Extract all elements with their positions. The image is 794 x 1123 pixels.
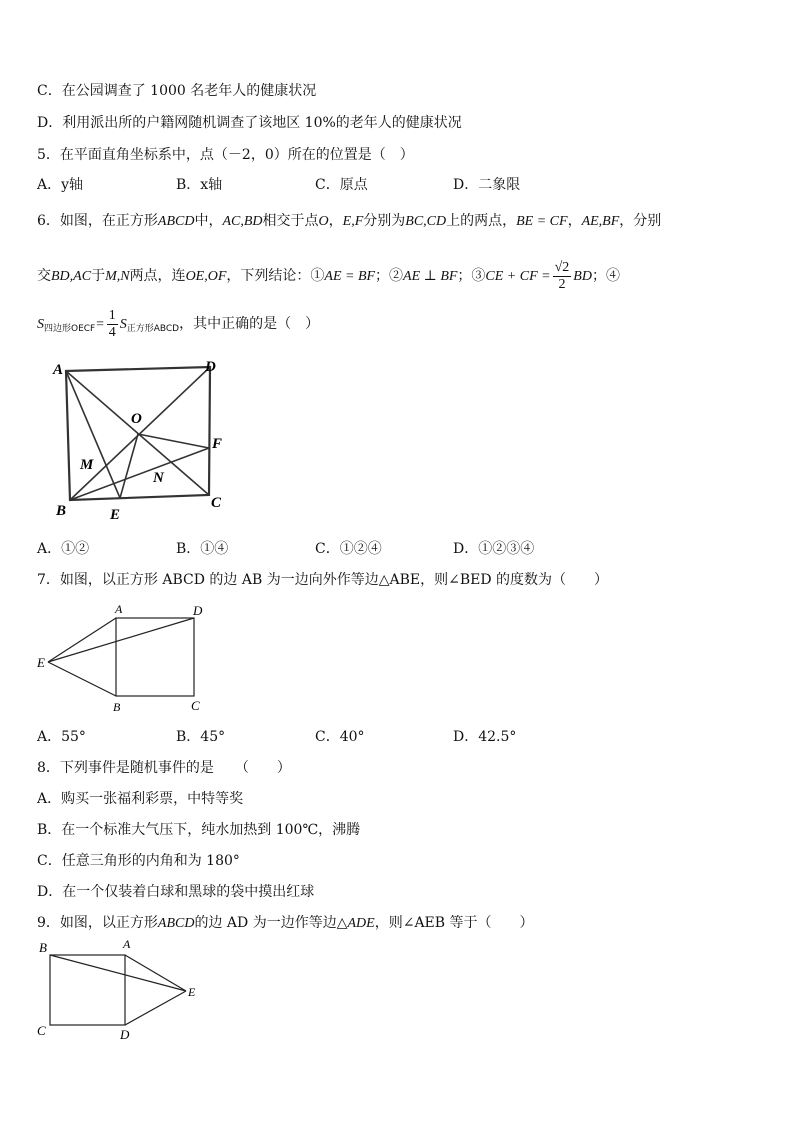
q7-figure (35, 600, 215, 715)
q6-fraction (107, 308, 118, 341)
q6-math: AC,BD (222, 214, 263, 229)
q9-math: ADE (347, 916, 375, 931)
q5-stem: 5．在平面直角坐标系中，点（－2，0）所在的位置是（ ） (37, 147, 414, 163)
q6-text: ；② (375, 268, 404, 284)
label-e: E (110, 507, 121, 523)
q6-math: OE,OF (185, 269, 227, 284)
q6-text: 交 (37, 268, 51, 284)
q6-math: BD (573, 269, 592, 284)
q5-option-a: A．y轴 (37, 177, 84, 193)
q6-math: BD,AC (51, 269, 92, 284)
q9-math: ABCD (157, 916, 195, 931)
q6-stem-line2 (37, 258, 620, 295)
q6-math: E,F (342, 214, 364, 229)
label-a: A (53, 362, 64, 378)
q9-stem (37, 914, 534, 933)
label-e: E (37, 655, 45, 670)
q6-option-c: C．①②④ (315, 541, 382, 557)
label-d: D (120, 1027, 130, 1042)
segment-ed (48, 618, 194, 662)
q7-stem: 7．如图，以正方形 ABCD 的边 AB 为一边向外作等边△ABE，则∠BED 的度数为（ ） (37, 572, 608, 588)
q6-math: = (95, 317, 105, 332)
q6-math: O (318, 214, 329, 229)
label-f: F (212, 436, 223, 452)
q6-text: ，其中正确的是（ ） (179, 316, 320, 332)
q6-stem-line3 (37, 306, 319, 347)
q9-figure (30, 938, 210, 1048)
q7-option-d: D．42.5° (453, 729, 517, 745)
q6-text: 两点，连 (129, 268, 186, 284)
q9-text: 9．如图，以正方形 (37, 915, 158, 931)
q6-fraction (553, 260, 572, 293)
label-e: E (188, 985, 196, 999)
segment-eb (48, 662, 116, 696)
q8-option-c: C．任意三角形的内角和为 180° (37, 853, 240, 869)
label-d: D (193, 603, 203, 618)
q6-math: S (119, 317, 127, 332)
q6-math: M,N (105, 269, 130, 284)
q6-math: CE + CF = (485, 269, 551, 284)
segment-bf (70, 448, 209, 500)
q6-text: 分别为 (363, 213, 406, 229)
q6-math: ABCD (157, 214, 195, 229)
q6-math: AE = BF (324, 269, 376, 284)
q8-stem: 8．下列事件是随机事件的是 （ ） (37, 760, 291, 776)
label-c: C (191, 698, 200, 713)
label-c: C (211, 495, 222, 511)
fraction-numerator: √2 (554, 259, 570, 275)
label-a: A (115, 602, 123, 616)
q6-text: ；④ (591, 268, 620, 284)
diagonal-ac (66, 371, 209, 495)
segment-de (125, 991, 186, 1025)
label-d: D (205, 359, 216, 375)
label-c: C (37, 1023, 46, 1038)
label-b: B (56, 503, 67, 519)
label-o: O (131, 411, 142, 427)
q6-subscript: 四边形OECF (44, 324, 96, 334)
q7-option-c: C．40° (315, 729, 365, 745)
q6-text: ， (328, 213, 343, 229)
fraction-denominator: 4 (108, 324, 116, 340)
q6-math: BC,CD (405, 214, 447, 229)
q7-option-b: B．45° (176, 729, 226, 745)
q6-math: AE,BF (581, 214, 620, 229)
q6-text: ， (567, 213, 582, 229)
segment-ae (125, 955, 186, 991)
q6-text: ，分别 (619, 213, 662, 229)
q6-text: 相交于点 (262, 213, 319, 229)
q6-option-d: D．①②③④ (453, 541, 535, 557)
q5-option-c: C．原点 (315, 177, 368, 193)
q6-text: ；③ (457, 268, 486, 284)
q6-option-a: A．①② (37, 541, 90, 557)
q7-option-a: A．55° (37, 729, 86, 745)
segment-of (138, 434, 209, 448)
q9-text: 的边 AD 为一边作等边△ (194, 915, 348, 931)
q6-subscript: 正方形ABCD (126, 324, 180, 334)
q6-math: AE ⊥ BF (403, 269, 458, 284)
q6-figure (45, 355, 235, 525)
q8-option-b: B．在一个标准大气压下，纯水加热到 100℃，沸腾 (37, 822, 361, 838)
q8-option-a: A．购买一张福利彩票，中特等奖 (37, 791, 244, 807)
q6-stem-line1 (37, 212, 661, 231)
segment-ea (48, 618, 116, 662)
q5-option-b: B．x轴 (176, 177, 223, 193)
q6-text: 中， (194, 213, 223, 229)
q6-text: 6．如图，在正方形 (37, 213, 158, 229)
q6-option-b: B．①④ (176, 541, 229, 557)
q6-text: 上的两点， (446, 213, 517, 229)
q6-text: 于 (91, 268, 106, 284)
label-a: A (123, 938, 131, 951)
q9-text: ，则∠AEB 等于（ ） (374, 915, 534, 931)
q6-math: S (37, 317, 44, 332)
diagonal-bd (70, 367, 210, 500)
q6-math: BE = CF (516, 214, 568, 229)
segment-be (50, 955, 186, 991)
q4-option-c: C．在公园调查了 1000 名老年人的健康状况 (37, 83, 317, 99)
q5-option-d: D．二象限 (453, 177, 521, 193)
label-n: N (153, 470, 164, 486)
q6-text: ，下列结论：① (226, 268, 325, 284)
q4-option-d: D．利用派出所的户籍网随机调查了该地区 10%的老年人的健康状况 (37, 115, 462, 131)
label-m: M (80, 457, 94, 473)
fraction-numerator: 1 (108, 307, 116, 323)
label-b: B (113, 700, 121, 714)
q8-option-d: D．在一个仅装着白球和黑球的袋中摸出红球 (37, 884, 315, 900)
label-b: B (39, 940, 47, 955)
fraction-denominator: 2 (558, 276, 566, 292)
